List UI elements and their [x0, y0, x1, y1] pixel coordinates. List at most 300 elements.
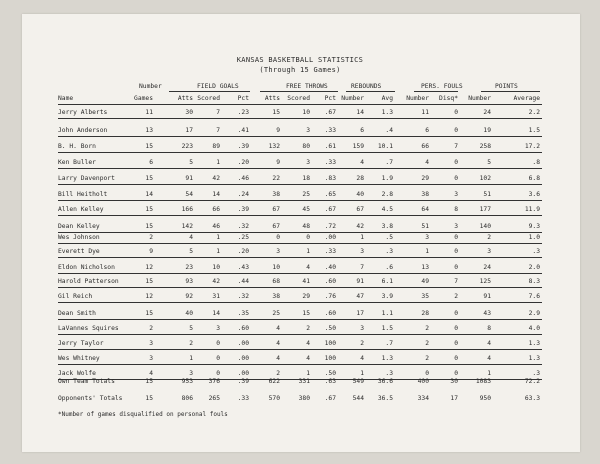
group-underline — [481, 91, 540, 92]
table-cell: 29 — [421, 175, 429, 182]
table-cell: 4 — [360, 159, 364, 166]
group-underline — [346, 91, 395, 92]
table-cell: 68 — [272, 278, 280, 285]
table-cell: .35 — [237, 310, 249, 317]
table-cell: 45 — [302, 206, 310, 213]
player-name: Gil Reich — [58, 293, 93, 300]
table-cell: 5 — [487, 159, 491, 166]
table-cell: 1.0 — [528, 234, 540, 241]
table-cell: .39 — [237, 143, 249, 150]
table-cell: 80 — [302, 143, 310, 150]
table-cell: 7 — [216, 109, 220, 116]
table-cell: 0 — [454, 355, 458, 362]
table-cell: 1.3 — [381, 109, 393, 116]
table-cell: 2 — [425, 355, 429, 362]
table-cell: 4 — [487, 340, 491, 347]
table-cell: 11 — [421, 109, 429, 116]
table-cell: 12 — [145, 293, 153, 300]
table-cell: 1.3 — [528, 355, 540, 362]
table-cell: 15 — [145, 206, 153, 213]
table-cell: 6.8 — [528, 175, 540, 182]
group-underline — [169, 91, 250, 92]
player-name: Eldon Nicholson — [58, 264, 115, 271]
table-cell: .60 — [324, 278, 336, 285]
table-cell: .7 — [385, 159, 393, 166]
table-cell: 223 — [181, 143, 193, 150]
table-cell: 2 — [454, 293, 458, 300]
table-cell: 3 — [306, 127, 310, 134]
table-cell: 4.0 — [528, 325, 540, 332]
table-cell: 5 — [189, 248, 193, 255]
table-cell: 0 — [276, 234, 280, 241]
table-cell: 15 — [145, 310, 153, 317]
table-cell: 0 — [454, 159, 458, 166]
table-cell: 91 — [483, 293, 491, 300]
table-cell: 25 — [272, 310, 280, 317]
table-cell: .8 — [532, 159, 540, 166]
table-cell: .50 — [324, 370, 336, 377]
table-cell: 1.1 — [381, 310, 393, 317]
totals-cell: 953 — [181, 378, 193, 385]
table-cell: 0 — [454, 264, 458, 271]
table-cell: 67 — [356, 206, 364, 213]
table-cell: 91 — [185, 175, 193, 182]
table-cell: 22 — [272, 175, 280, 182]
rebounds-header: REBOUNDS — [351, 83, 382, 90]
table-cell: 102 — [479, 175, 491, 182]
table-cell: 48 — [302, 223, 310, 230]
table-cell: 91 — [356, 278, 364, 285]
table-cell: .00 — [324, 234, 336, 241]
player-name: LaVannes Squires — [58, 325, 119, 332]
table-cell: 2.8 — [381, 191, 393, 198]
table-cell: 7 — [454, 143, 458, 150]
table-cell: 7 — [216, 127, 220, 134]
table-cell: 3 — [487, 248, 491, 255]
table-cell: 4 — [276, 355, 280, 362]
table-cell: 35 — [421, 293, 429, 300]
paper-sheet — [22, 14, 580, 452]
table-cell: 28 — [356, 175, 364, 182]
table-cell: .00 — [237, 370, 249, 377]
table-cell: 15 — [145, 175, 153, 182]
table-cell: 14 — [212, 310, 220, 317]
table-cell: 7 — [360, 264, 364, 271]
player-name: Jack Wolfe — [58, 370, 96, 377]
table-cell: 47 — [356, 293, 364, 300]
table-cell: 2 — [306, 325, 310, 332]
table-cell: 38 — [272, 293, 280, 300]
totals-cell: 331 — [298, 378, 310, 385]
table-cell: 42 — [212, 278, 220, 285]
totals-cell: 1083 — [475, 378, 491, 385]
table-cell: 2 — [425, 340, 429, 347]
column-header: Atts — [264, 95, 280, 102]
table-cell: 49 — [421, 278, 429, 285]
table-cell: 177 — [479, 206, 491, 213]
table-cell: 38 — [421, 191, 429, 198]
table-cell: 38 — [272, 191, 280, 198]
totals-cell: 400 — [417, 378, 429, 385]
table-cell: .33 — [324, 248, 336, 255]
table-cell: .32 — [237, 293, 249, 300]
table-cell: 0 — [454, 248, 458, 255]
table-cell: .20 — [237, 248, 249, 255]
table-cell: 0 — [216, 355, 220, 362]
table-cell: 23 — [185, 264, 193, 271]
table-cell: 42 — [356, 223, 364, 230]
player-name: Allen Kelley — [58, 206, 104, 213]
table-cell: 1.3 — [381, 355, 393, 362]
player-name: Dean Kelley — [58, 223, 100, 230]
table-cell: .00 — [237, 340, 249, 347]
table-cell: 3 — [149, 355, 153, 362]
table-cell: 15 — [302, 310, 310, 317]
table-cell: .60 — [324, 310, 336, 317]
table-cell: 3 — [360, 248, 364, 255]
player-name: Harold Patterson — [58, 278, 119, 285]
player-name: Everett Dye — [58, 248, 100, 255]
column-header: Disq* — [439, 95, 458, 102]
table-cell: 15 — [145, 223, 153, 230]
table-cell: 54 — [185, 191, 193, 198]
row-rule — [58, 152, 542, 153]
table-cell: 3.8 — [381, 223, 393, 230]
totals-cell: 15 — [145, 395, 153, 402]
totals-cell: 806 — [181, 395, 193, 402]
table-cell: 1 — [425, 248, 429, 255]
table-cell: 8 — [454, 206, 458, 213]
totals-cell: 544 — [352, 395, 364, 402]
row-rule — [58, 200, 542, 201]
table-cell: 9 — [276, 159, 280, 166]
table-cell: 2 — [425, 325, 429, 332]
table-cell: 14 — [356, 109, 364, 116]
column-header: Atts — [177, 95, 193, 102]
table-cell: .40 — [324, 264, 336, 271]
table-cell: 1 — [360, 370, 364, 377]
table-cell: 24 — [483, 109, 491, 116]
table-cell: 9 — [276, 127, 280, 134]
totals-cell: 622 — [268, 378, 280, 385]
table-cell: .83 — [324, 175, 336, 182]
table-cell: 0 — [425, 370, 429, 377]
table-cell: 2 — [149, 325, 153, 332]
table-cell: .67 — [324, 109, 336, 116]
table-cell: 3.9 — [381, 293, 393, 300]
table-cell: 17 — [185, 127, 193, 134]
player-name: Bill Heitholt — [58, 191, 108, 198]
table-cell: 8.3 — [528, 278, 540, 285]
table-cell: 3.6 — [528, 191, 540, 198]
table-cell: .39 — [237, 206, 249, 213]
table-cell: .65 — [324, 191, 336, 198]
table-cell: 100 — [324, 355, 336, 362]
points-header: POINTS — [495, 83, 518, 90]
table-cell: 0 — [454, 127, 458, 134]
table-cell: 43 — [483, 310, 491, 317]
table-cell: .3 — [532, 370, 540, 377]
totals-cell: 36.6 — [377, 378, 393, 385]
table-cell: 92 — [185, 293, 193, 300]
table-cell: 93 — [185, 278, 193, 285]
table-cell: 30 — [185, 109, 193, 116]
table-cell: .50 — [324, 325, 336, 332]
totals-cell: 334 — [417, 395, 429, 402]
table-cell: 0 — [454, 340, 458, 347]
table-cell: 2.9 — [528, 310, 540, 317]
table-cell: 3 — [454, 223, 458, 230]
table-cell: 14 — [212, 191, 220, 198]
table-cell: 29 — [302, 293, 310, 300]
table-cell: 19 — [483, 127, 491, 134]
field-goals-header: FIELD GOALS — [197, 83, 239, 90]
table-cell: 2.2 — [528, 109, 540, 116]
table-cell: 0 — [216, 340, 220, 347]
table-cell: 6 — [360, 127, 364, 134]
table-cell: 3 — [425, 234, 429, 241]
column-header: Avg — [381, 95, 393, 102]
table-cell: 51 — [483, 191, 491, 198]
table-cell: 1 — [306, 370, 310, 377]
table-cell: 17 — [356, 310, 364, 317]
column-header: Average — [513, 95, 540, 102]
table-cell: 28 — [421, 310, 429, 317]
totals-cell: 72.2 — [524, 378, 540, 385]
totals-cell: .39 — [237, 378, 249, 385]
table-cell: 4.5 — [381, 206, 393, 213]
table-cell: 6.1 — [381, 278, 393, 285]
header-underline — [58, 104, 542, 105]
table-cell: 14 — [145, 191, 153, 198]
free-throws-header: FREE THROWS — [286, 83, 328, 90]
table-cell: .32 — [237, 223, 249, 230]
totals-cell: 570 — [268, 395, 280, 402]
table-cell: 0 — [454, 310, 458, 317]
table-cell: .25 — [237, 234, 249, 241]
table-cell: 3 — [360, 325, 364, 332]
table-cell: 3 — [149, 340, 153, 347]
table-cell: 7.6 — [528, 293, 540, 300]
table-cell: 15 — [145, 278, 153, 285]
table-cell: 12 — [145, 264, 153, 271]
table-cell: 3 — [189, 370, 193, 377]
table-cell: 11.9 — [524, 206, 540, 213]
pers-fouls-header: PERS. FOULS — [421, 83, 463, 90]
column-header: Number — [406, 95, 429, 102]
table-cell: 1 — [216, 159, 220, 166]
table-cell: .3 — [385, 370, 393, 377]
table-cell: 10 — [302, 109, 310, 116]
table-cell: 4 — [276, 325, 280, 332]
column-header: Pct — [237, 95, 249, 102]
totals-cell: .63 — [324, 378, 336, 385]
row-rule — [58, 243, 542, 244]
player-name: Wes Whitney — [58, 355, 100, 362]
table-cell: 8 — [487, 325, 491, 332]
table-cell: 0 — [306, 234, 310, 241]
table-cell: 7 — [454, 278, 458, 285]
table-cell: 64 — [421, 206, 429, 213]
player-name: Wes Johnson — [58, 234, 100, 241]
table-cell: 25 — [302, 191, 310, 198]
player-name: Larry Davenport — [58, 175, 115, 182]
table-cell: .72 — [324, 223, 336, 230]
table-cell: 5 — [189, 159, 193, 166]
totals-cell: 265 — [208, 395, 220, 402]
group-underline — [414, 91, 458, 92]
table-cell: 18 — [302, 175, 310, 182]
table-cell: 1 — [216, 234, 220, 241]
table-cell: 0 — [454, 325, 458, 332]
table-cell: 0 — [216, 370, 220, 377]
table-cell: 11 — [145, 109, 153, 116]
table-cell: 10.1 — [377, 143, 393, 150]
column-header: Name — [58, 95, 74, 102]
player-name: John Anderson — [58, 127, 108, 134]
table-cell: 66 — [212, 206, 220, 213]
group-underline — [260, 91, 338, 92]
column-header: Games — [134, 95, 153, 102]
totals-label: Own Team Totals — [58, 378, 115, 385]
table-cell: 5 — [189, 325, 193, 332]
table-cell: 66 — [421, 143, 429, 150]
table-cell: 1 — [216, 248, 220, 255]
table-cell: 140 — [479, 223, 491, 230]
table-cell: .3 — [532, 248, 540, 255]
table-cell: 67 — [272, 206, 280, 213]
row-rule — [58, 319, 542, 320]
row-rule — [58, 136, 542, 137]
table-cell: .43 — [237, 264, 249, 271]
row-rule — [58, 349, 542, 350]
table-cell: 46 — [212, 223, 220, 230]
table-cell: 1 — [189, 355, 193, 362]
table-cell: 10 — [272, 264, 280, 271]
table-cell: 6 — [425, 127, 429, 134]
table-cell: 1 — [360, 234, 364, 241]
table-cell: 9.3 — [528, 223, 540, 230]
table-cell: 3 — [454, 191, 458, 198]
table-cell: 132 — [268, 143, 280, 150]
column-header: Pct — [324, 95, 336, 102]
table-cell: .7 — [385, 340, 393, 347]
table-cell: 4 — [306, 355, 310, 362]
table-cell: 13 — [145, 127, 153, 134]
table-cell: 0 — [454, 109, 458, 116]
table-cell: 159 — [352, 143, 364, 150]
table-cell: 51 — [421, 223, 429, 230]
totals-cell: .33 — [237, 395, 249, 402]
table-cell: 6 — [149, 159, 153, 166]
player-name: Jerry Alberts — [58, 109, 108, 116]
table-cell: .5 — [385, 234, 393, 241]
row-rule — [58, 302, 542, 303]
table-cell: 4 — [276, 340, 280, 347]
table-cell: 4 — [360, 355, 364, 362]
table-cell: 9 — [149, 248, 153, 255]
table-cell: 4 — [189, 234, 193, 241]
table-cell: 258 — [479, 143, 491, 150]
page-subtitle: (Through 15 Games) — [259, 66, 341, 74]
row-rule — [58, 334, 542, 335]
row-rule — [58, 215, 542, 216]
table-cell: .00 — [237, 355, 249, 362]
table-cell: 3 — [306, 159, 310, 166]
table-cell: 15 — [272, 109, 280, 116]
table-cell: 89 — [212, 143, 220, 150]
table-cell: .33 — [324, 127, 336, 134]
table-cell: 41 — [302, 278, 310, 285]
table-cell: 4 — [306, 264, 310, 271]
table-cell: 13 — [421, 264, 429, 271]
table-cell: 2 — [189, 340, 193, 347]
totals-cell: 15 — [145, 378, 153, 385]
table-cell: 0 — [454, 175, 458, 182]
row-rule — [58, 168, 542, 169]
table-cell: 2.0 — [528, 264, 540, 271]
table-cell: 166 — [181, 206, 193, 213]
table-cell: .20 — [237, 159, 249, 166]
player-name: B. H. Born — [58, 143, 96, 150]
table-cell: .44 — [237, 278, 249, 285]
table-cell: 40 — [185, 310, 193, 317]
table-cell: 125 — [479, 278, 491, 285]
table-cell: 24 — [483, 264, 491, 271]
table-cell: 1.3 — [528, 340, 540, 347]
table-cell: 4 — [149, 370, 153, 377]
table-cell: 4 — [306, 340, 310, 347]
table-cell: 0 — [454, 370, 458, 377]
table-cell: 3 — [216, 325, 220, 332]
totals-cell: 549 — [352, 378, 364, 385]
table-cell: .33 — [324, 159, 336, 166]
totals-cell: 17 — [450, 395, 458, 402]
table-cell: 1.5 — [381, 325, 393, 332]
table-cell: .61 — [324, 143, 336, 150]
table-cell: 31 — [212, 293, 220, 300]
column-header: Number — [341, 95, 364, 102]
table-cell: .60 — [237, 325, 249, 332]
table-cell: 42 — [212, 175, 220, 182]
player-name: Dean Smith — [58, 310, 96, 317]
table-cell: 17.2 — [524, 143, 540, 150]
table-cell: 1 — [487, 370, 491, 377]
table-cell: .76 — [324, 293, 336, 300]
table-cell: 3 — [276, 248, 280, 255]
table-cell: 15 — [145, 143, 153, 150]
table-cell: 2 — [360, 340, 364, 347]
footnote: *Number of games disqualified on personal fouls — [58, 411, 228, 418]
table-cell: .23 — [237, 109, 249, 116]
column-header: Scored — [197, 95, 220, 102]
totals-label: Opponents' Totals — [58, 395, 123, 402]
totals-cell: 63.3 — [524, 395, 540, 402]
table-cell: 1.9 — [381, 175, 393, 182]
row-rule — [58, 257, 542, 258]
table-cell: 1 — [306, 248, 310, 255]
totals-cell: 950 — [479, 395, 491, 402]
row-rule — [58, 118, 542, 119]
table-cell: 2 — [276, 370, 280, 377]
totals-cell: 30 — [450, 378, 458, 385]
table-cell: .6 — [385, 264, 393, 271]
table-cell: 4 — [425, 159, 429, 166]
row-rule — [58, 287, 542, 288]
table-cell: 142 — [181, 223, 193, 230]
column-header: Number — [468, 95, 491, 102]
table-cell: 67 — [272, 223, 280, 230]
